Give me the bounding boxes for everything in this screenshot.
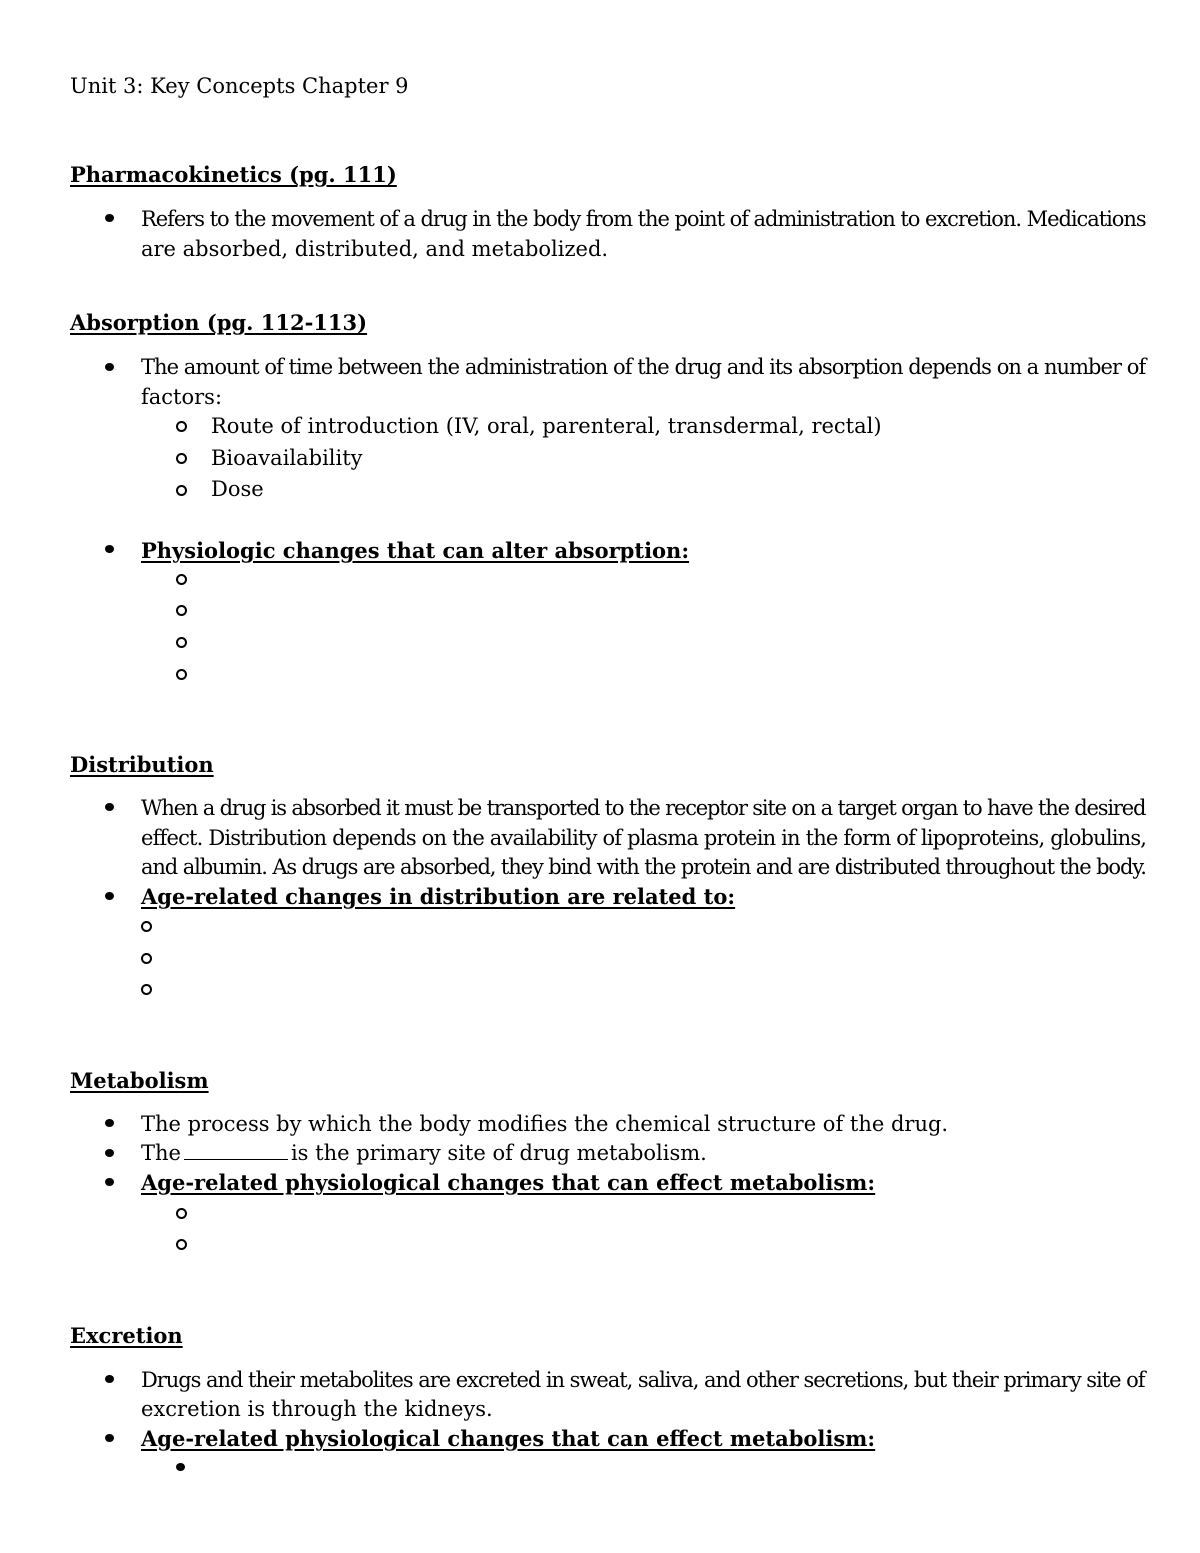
circle-bullet-icon bbox=[176, 485, 187, 496]
heading-metabolism: Metabolism bbox=[70, 1068, 209, 1093]
circle-bullet-icon bbox=[176, 669, 187, 680]
distribution-line-3: and albumin. As drugs are absorbed, they bind with the protein and are distributed throughout the body. bbox=[141, 855, 1146, 879]
bullet-icon bbox=[105, 892, 114, 900]
circle-bullet-icon bbox=[176, 605, 187, 616]
distribution-age-label: Age-related changes in distribution are related to: bbox=[141, 884, 736, 909]
excretion-age-label: Age-related physiological changes that can effect metabolism: bbox=[141, 1426, 876, 1451]
absorption-factor-route: Route of introduction (IV, oral, parenteral, transdermal, rectal) bbox=[211, 414, 882, 438]
distribution-line-2: effect. Distribution depends on the availability of plasma protein in the form of lipoproteins, globulins, bbox=[141, 826, 1147, 850]
circle-bullet-icon bbox=[176, 453, 187, 464]
metabolism-line-2-suffix: is the primary site of drug metabolism. bbox=[290, 1141, 707, 1165]
pharmacokinetics-line-2: are absorbed, distributed, and metabolized. bbox=[141, 237, 609, 261]
metabolism-line-1: The process by which the body modifies the chemical structure of the drug. bbox=[141, 1112, 949, 1136]
heading-absorption: Absorption (pg. 112-113) bbox=[70, 310, 368, 335]
excretion-line-1: Drugs and their metabolites are excreted in sweat, saliva, and other secretions, but their primary site of bbox=[141, 1368, 1145, 1392]
circle-bullet-icon bbox=[176, 637, 187, 648]
absorption-factor-dose: Dose bbox=[211, 477, 264, 501]
bullet-icon bbox=[105, 1178, 114, 1186]
bullet-icon bbox=[105, 1119, 114, 1127]
pharmacokinetics-line-1: Refers to the movement of a drug in the body from the point of administration to excretion. Medications bbox=[141, 207, 1146, 231]
bullet-icon bbox=[105, 803, 114, 811]
document-title: Unit 3: Key Concepts Chapter 9 bbox=[70, 74, 409, 98]
metabolism-line-2-prefix: The bbox=[141, 1141, 181, 1165]
bullet-icon bbox=[105, 1434, 114, 1442]
bullet-icon bbox=[105, 545, 114, 553]
heading-excretion: Excretion bbox=[70, 1323, 183, 1348]
absorption-factor-bioavailability: Bioavailability bbox=[211, 446, 363, 470]
bullet-icon bbox=[105, 363, 114, 371]
metabolism-line-2 bbox=[141, 1139, 707, 1168]
absorption-line-2: factors: bbox=[141, 385, 223, 409]
circle-bullet-icon bbox=[176, 574, 187, 585]
metabolism-age-label: Age-related physiological changes that can effect metabolism: bbox=[141, 1170, 876, 1195]
circle-bullet-icon bbox=[141, 984, 152, 995]
bullet-icon bbox=[176, 1463, 185, 1471]
absorption-physiologic-label: Physiologic changes that can alter absorption: bbox=[141, 538, 690, 563]
circle-bullet-icon bbox=[176, 1239, 187, 1250]
fill-in-blank bbox=[184, 1141, 288, 1160]
circle-bullet-icon bbox=[176, 421, 187, 432]
bullet-icon bbox=[105, 1149, 114, 1157]
bullet-icon bbox=[105, 214, 114, 222]
excretion-line-2: excretion is through the kidneys. bbox=[141, 1397, 493, 1421]
heading-pharmacokinetics: Pharmacokinetics (pg. 111) bbox=[70, 162, 397, 187]
distribution-line-1: When a drug is absorbed it must be transported to the receptor site on a target organ to have the desired bbox=[141, 796, 1146, 820]
absorption-line-1: The amount of time between the administration of the drug and its absorption depends on a number of bbox=[141, 355, 1146, 379]
bullet-icon bbox=[105, 1375, 114, 1383]
circle-bullet-icon bbox=[176, 1208, 187, 1219]
circle-bullet-icon bbox=[141, 953, 152, 964]
heading-distribution: Distribution bbox=[70, 752, 214, 777]
circle-bullet-icon bbox=[141, 921, 152, 932]
